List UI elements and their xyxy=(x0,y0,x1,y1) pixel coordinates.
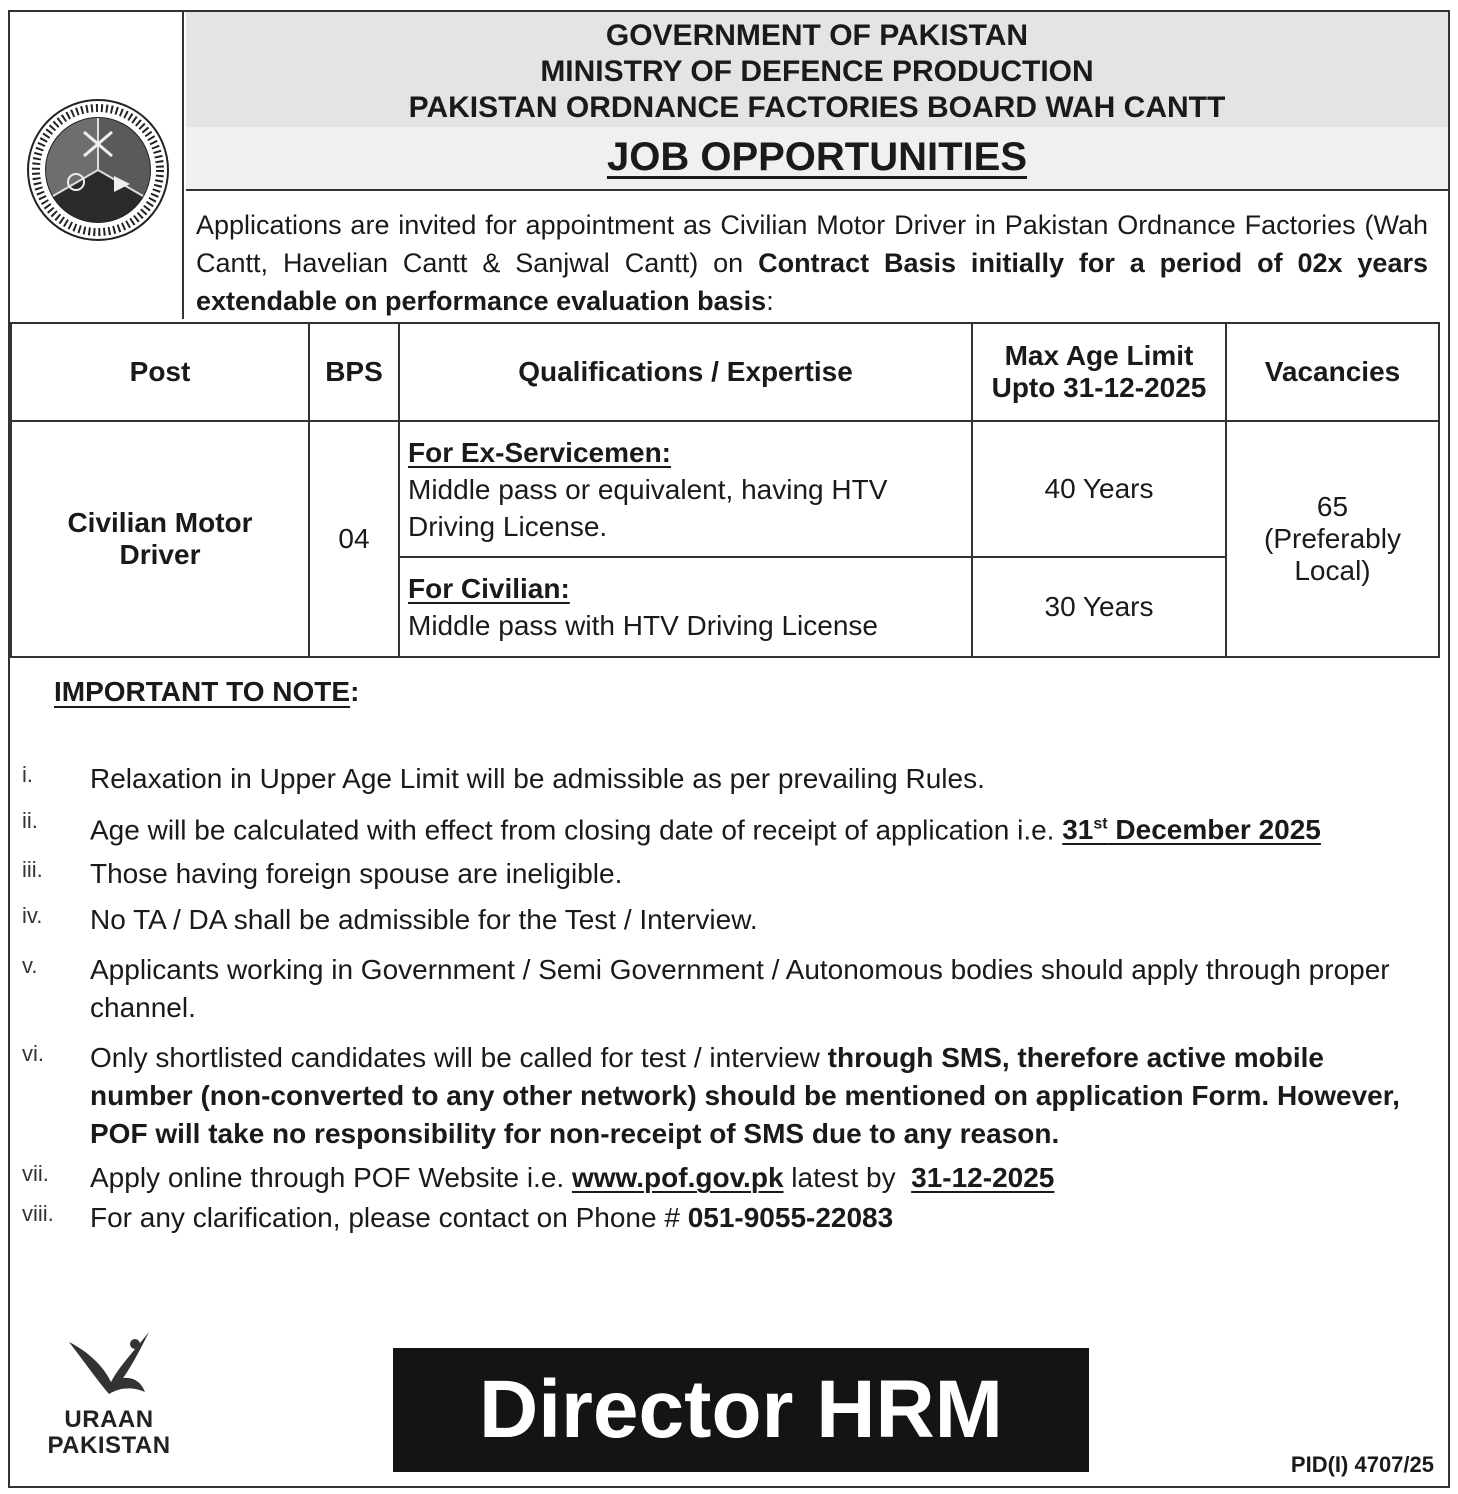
intro-end: : xyxy=(766,286,774,316)
logo-panel xyxy=(10,12,184,319)
post-line1: Civilian Motor xyxy=(67,507,253,538)
note-text: Age will be calculated with effect from closing date of receipt of application i.e. xyxy=(90,814,1063,846)
closing-date-suffix: st xyxy=(1093,816,1108,833)
note-text: Relaxation in Upper Age Limit will be admissible as per prevailing Rules. xyxy=(90,763,985,794)
intro-bold: Contract Basis initially for a period of 02x years extendable on performance evaluation basis xyxy=(196,248,1428,316)
note-number: v. xyxy=(22,953,38,979)
note-text: For any clarification, please contact on Phone # xyxy=(90,1202,688,1234)
note-number: ii. xyxy=(22,808,38,833)
vacancies-cell xyxy=(1226,421,1439,657)
pof-emblem-icon xyxy=(10,12,184,319)
note-text-mid: latest by xyxy=(783,1162,904,1194)
notes-list xyxy=(22,760,1432,1237)
note-text: Applicants working in Government / Semi Government / Autonomous bodies should apply through proper channel. xyxy=(90,954,1390,1024)
ex-servicemen-heading: For Ex-Servicemen: xyxy=(408,436,671,468)
list-item xyxy=(22,1199,1432,1237)
note-number: vi. xyxy=(22,1041,44,1067)
list-item xyxy=(22,1159,1432,1197)
header-bps: BPS xyxy=(309,323,399,421)
vacancies-note-line2: Local) xyxy=(1294,555,1371,586)
civilian-text: Middle pass with HTV Driving License xyxy=(408,610,878,641)
civilian-heading: For Civilian: xyxy=(408,573,570,604)
header-age xyxy=(972,323,1226,421)
vacancies-count: 65 xyxy=(1316,491,1349,522)
bps-cell: 04 xyxy=(309,421,399,657)
note-number: iv. xyxy=(22,903,43,929)
civilian-cell xyxy=(399,557,972,657)
job-title: JOB OPPORTUNITIES xyxy=(606,135,1028,179)
header-post: Post xyxy=(11,323,309,421)
closing-date-rest: December 2025 xyxy=(1107,814,1321,846)
note-text-bold: through SMS, therefore active mobile number (non-converted to any other network) should be mentioned on application Form. However, POF will take no responsibility for non-receipt of SMS due to any reason. xyxy=(90,1042,1400,1150)
uraan-pakistan-logo xyxy=(34,1322,184,1482)
notes-heading-text: IMPORTANT TO NOTE xyxy=(54,676,351,707)
government-title: GOVERNMENT OF PAKISTAN xyxy=(605,19,1029,52)
post-line2: Driver xyxy=(119,539,201,570)
ex-servicemen-cell xyxy=(399,421,972,557)
post-cell xyxy=(11,421,309,657)
vacancy-table xyxy=(10,322,1440,658)
uraan-line1: URAAN xyxy=(64,1406,154,1433)
list-item xyxy=(22,951,1432,1027)
header-vacancies: Vacancies xyxy=(1226,323,1439,421)
list-item xyxy=(22,855,1432,893)
list-item xyxy=(22,901,1432,939)
notes-heading-colon: : xyxy=(350,676,360,707)
closing-date xyxy=(1062,814,1321,845)
ex-servicemen-age: 40 Years xyxy=(972,421,1226,557)
job-title-bar xyxy=(186,127,1448,191)
uraan-line2: PAKISTAN xyxy=(47,1432,171,1459)
note-text: No TA / DA shall be admissible for the Test / Interview. xyxy=(90,904,758,936)
deadline-date: 31-12-2025 xyxy=(911,1162,1055,1194)
note-text: Those having foreign spouse are ineligible. xyxy=(90,858,623,890)
note-number: viii. xyxy=(22,1201,54,1227)
list-item xyxy=(22,806,1432,849)
header-age-line1: Max Age Limit xyxy=(1004,340,1194,371)
header-age-line2: Upto 31-12-2025 xyxy=(991,372,1207,403)
ex-servicemen-text-line2: Driving License. xyxy=(408,510,608,542)
table-row xyxy=(11,421,1439,557)
phone-number: 051-9055-22083 xyxy=(687,1202,894,1234)
civilian-age: 30 Years xyxy=(972,557,1226,657)
note-text: Apply online through POF Website i.e. xyxy=(90,1162,572,1194)
intro-paragraph xyxy=(196,206,1428,320)
list-item xyxy=(22,1039,1432,1153)
note-text: Only shortlisted candidates will be called for test / interview xyxy=(90,1042,828,1074)
header-qualifications: Qualifications / Expertise xyxy=(399,323,972,421)
ex-servicemen-text-line1: Middle pass or equivalent, having HTV xyxy=(408,473,888,505)
header-banner xyxy=(186,12,1448,129)
closing-date-day: 31 xyxy=(1062,814,1094,846)
ministry-title: MINISTRY OF DEFENCE PRODUCTION xyxy=(540,55,1094,88)
pid-number: PID(I) 4707/25 xyxy=(1290,1452,1434,1477)
vacancies-note-line1: (Preferably xyxy=(1264,523,1401,554)
notes-heading xyxy=(54,676,359,708)
board-title: PAKISTAN ORDNANCE FACTORIES BOARD WAH CANTT xyxy=(408,91,1226,124)
signature-block: Director HRM xyxy=(393,1348,1089,1472)
table-header-row xyxy=(11,323,1439,421)
intro-text: Applications are invited for appointment as Civilian Motor Driver in Pakistan Ordnance Factories (Wah Cantt, Havelian Cantt & Sanjwal Cantt) on xyxy=(196,210,1428,278)
note-number: vii. xyxy=(22,1161,49,1187)
note-number: iii. xyxy=(22,857,43,883)
note-number: i. xyxy=(22,762,33,787)
eagle-icon xyxy=(49,1322,169,1402)
list-item xyxy=(22,760,1432,798)
website-link[interactable]: www.pof.gov.pk xyxy=(571,1162,784,1194)
